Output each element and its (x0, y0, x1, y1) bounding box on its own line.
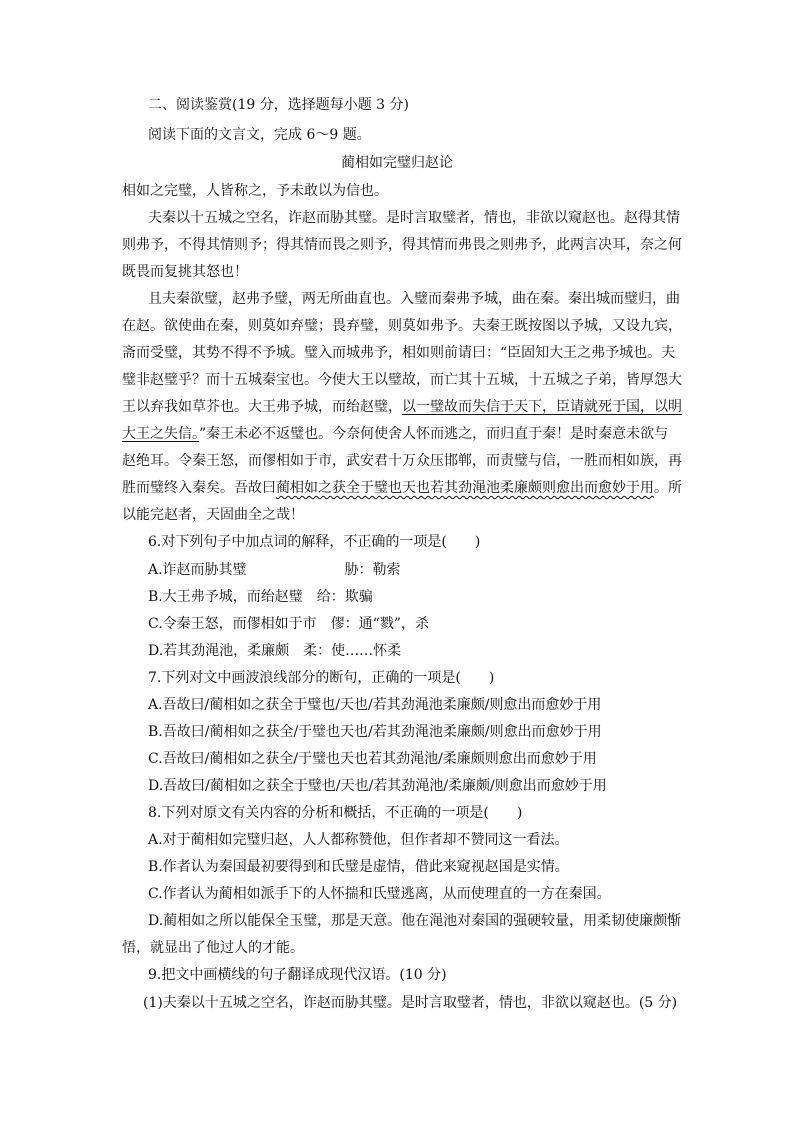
question-7-stem: 7.下列对文中画波浪线部分的断句，正确的一项是( ) (148, 670, 495, 686)
underlined-sentence: 大王之失信。 (122, 426, 199, 442)
question-9-stem: 9.把文中画横线的句子翻译成现代汉语。(10 分) (148, 967, 447, 983)
question-8-option-d: D.蔺相如之所以能保全玉璧，那是天意。他在渑池对秦国的强硬较量，用柔韧使廉颇惭 (148, 913, 682, 929)
instruction-text: 阅读下面的文言文，完成 6～9 题。 (148, 127, 371, 143)
passage-title: 蔺相如完璧归赵论 (341, 155, 453, 171)
question-7-option-b: B.吾故曰/蔺相如之获全/于璧也天也/若其劲渑池柔廉颇/则愈出而愈妙于用 (148, 724, 602, 740)
question-8-option-a: A.对于蔺相如完璧归赵，人人都称赞他，但作者却不赞同这一看法。 (148, 832, 569, 848)
passage-paragraph-3-line (122, 399, 682, 415)
underlined-sentence: 以一璧故而失信于天下，臣请就死于国，以明 (402, 399, 682, 415)
passage-paragraph-1: 相如之完璧，人皆称之，予未敢以为信也。 (122, 183, 388, 199)
passage-paragraph-3-line (122, 426, 668, 442)
passage-paragraph-3-line: 斋而受璧，其势不得不予城。璧入而城弗予，相如则前请曰：“臣固知大王之弗予城也。夫 (122, 345, 676, 361)
section-heading: 二、阅读鉴赏(19 分，选择题每小题 3 分) (148, 97, 409, 113)
passage-paragraph-3-line: 赵绝耳。令秦王怒，而僇相如于市，武安君十万众压邯郸，而责璧与信，一胜而相如族，再 (122, 453, 682, 469)
passage-paragraph-3-line (122, 480, 682, 496)
passage-paragraph-3-line: 且夫秦欲璧，赵弗予璧，两无所曲直也。入璧而秦弗予城，曲在秦。秦出城而璧归，曲 (148, 291, 680, 307)
question-6-option-b: B.大王弗予城，而绐赵璧 给：欺骗 (148, 589, 373, 605)
question-8-option-c: C.作者认为蔺相如派手下的人怀揣和氏璧逃离，从而使理直的一方在秦国。 (148, 886, 611, 902)
wavy-underlined-sentence: 蔺相如之获全于璧也天也若其劲渑池柔廉颇则愈出而愈妙于用 (276, 480, 654, 496)
question-9-subquestion-1: (1)夫秦以十五城之空名，诈赵而胁其璧。是时言取璧者，情也，非欲以窥赵也。(5 分) (143, 995, 678, 1011)
question-8-option-b: B.作者认为秦国最初要得到和氏璧是虚情，借此来窥视赵国是实情。 (148, 859, 569, 875)
passage-text: 胜而璧终入秦矣。吾故曰 (122, 480, 276, 496)
passage-text: 王以弃我如草芥也。大王弗予城，而绐赵璧， (122, 399, 402, 415)
passage-paragraph-2-line: 夫秦以十五城之空名，诈赵而胁其璧。是时言取璧者，情也，非欲以窥赵也。赵得其情 (148, 210, 680, 226)
question-8-stem: 8.下列对原文有关内容的分析和概括，不正确的一项是( ) (148, 805, 523, 821)
passage-paragraph-3-line: 以能完赵者，天固曲全之哉！ (122, 507, 304, 523)
passage-paragraph-3-line: 璧非赵璧乎？而十五城秦宝也。今使大王以璧故，而亡其十五城，十五城之子弟，皆厚怨大 (122, 372, 682, 388)
question-6-option-c: C.令秦王怒，而僇相如于市 僇：通“戮”，杀 (148, 616, 429, 632)
question-6-option-d: D.若其劲渑池，柔廉颇 柔：使……怀柔 (148, 643, 402, 659)
question-7-option-d: D.吾故曰/蔺相如之获全于璧也/天也/若其劲渑池/柔廉颇/则愈出而愈妙于用 (148, 778, 607, 794)
passage-text: ”秦王未必不返璧也。今奈何使舍人怀而逃之，而归直于秦！是时秦意未欲与 (199, 426, 669, 442)
passage-paragraph-2-line: 则弗予，不得其情则予；得其情而畏之则予，得其情而弗畏之则弗予，此两言决耳，奈之何 (122, 237, 682, 253)
passage-paragraph-2-line: 既畏而复挑其怒也！ (122, 264, 248, 280)
question-6-option-a: A.诈赵而胁其璧 胁：勒索 (148, 562, 401, 578)
question-6-stem: 6.对下列句子中加点词的解释，不正确的一项是( ) (148, 534, 481, 550)
passage-paragraph-3-line: 在赵。欲使曲在秦，则莫如弃璧；畏弃璧，则莫如弗予。夫秦王既按图以予城，又设九宾， (122, 318, 682, 334)
passage-text: 。所 (654, 480, 682, 496)
question-7-option-c: C.吾故曰/蔺相如之获全/于璧也天也若其劲渑池/柔廉颇则愈出而愈妙于用 (148, 751, 597, 767)
question-7-option-a: A.吾故曰/蔺相如之获全于璧也/天也/若其劲渑池柔廉颇/则愈出而愈妙于用 (148, 697, 602, 713)
question-8-option-d-continued: 悟，就显出了他过人的才能。 (122, 940, 304, 956)
